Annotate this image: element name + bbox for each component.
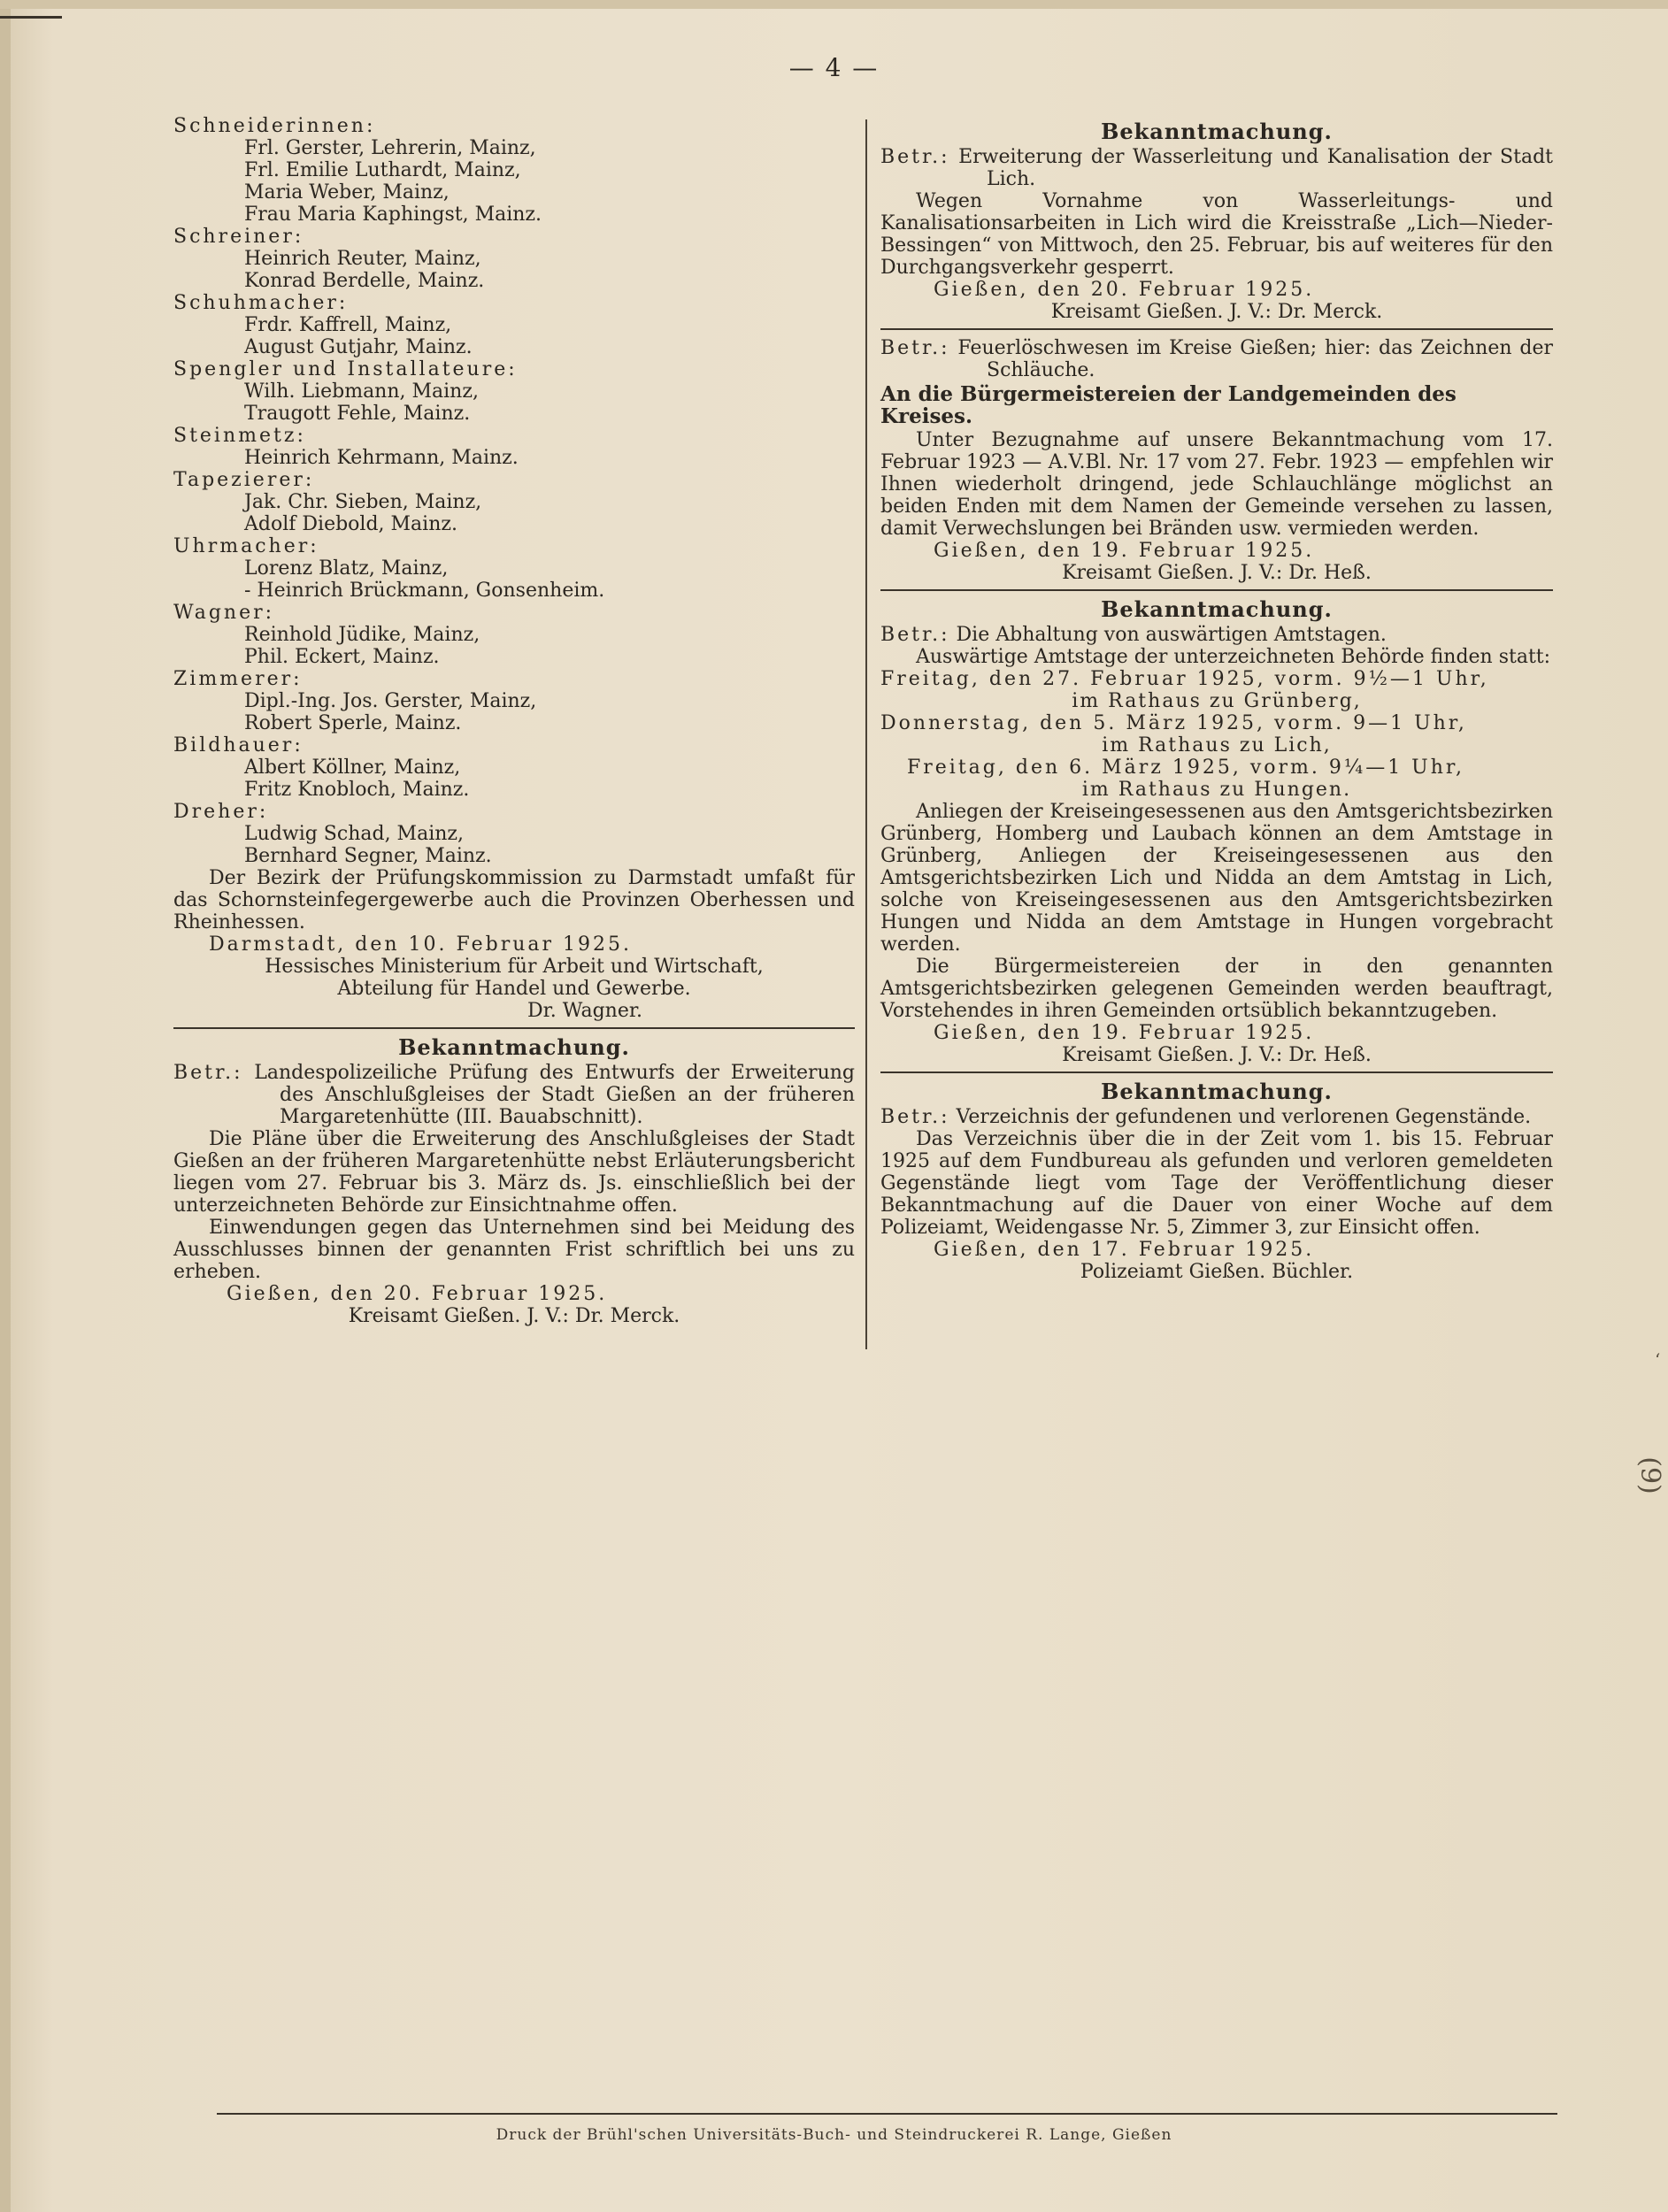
place-date: Darmstadt, den 10. Februar 1925. bbox=[209, 933, 632, 956]
trade-group bbox=[173, 115, 855, 226]
master-name: Fritz Knobloch, Mainz. bbox=[244, 779, 470, 801]
trade-label: Uhrmacher: bbox=[173, 535, 319, 557]
master-name: Wilh. Liebmann, Mainz, bbox=[244, 380, 479, 403]
amtstag-entry bbox=[880, 668, 1553, 712]
notice-heading: Bekanntmachung. bbox=[398, 1034, 630, 1060]
master-name: Albert Köllner, Mainz, bbox=[244, 757, 461, 779]
signature: Polizeiamt Gießen. Büchler. bbox=[1080, 1261, 1354, 1283]
betr-label: Betr.: bbox=[880, 624, 950, 646]
trade-group bbox=[173, 358, 855, 425]
betr-label: Betr.: bbox=[173, 1062, 243, 1084]
trade-group bbox=[173, 602, 855, 668]
notice-fundbureau bbox=[880, 1080, 1553, 1283]
amtstag-date: Freitag, den 27. Februar 1925, vorm. 9½—1 Uhr, bbox=[880, 668, 1489, 690]
district-note: Der Bezirk der Prüfungskommission zu Darmstadt umfaßt für das Schornsteinfegergewerbe auch die Provinzen Oberhessen und Rheinhessen. bbox=[173, 867, 855, 933]
master-name: Lorenz Blatz, Mainz, bbox=[244, 557, 449, 580]
amtstag-place: im Rathaus zu Lich, bbox=[1102, 734, 1332, 757]
trade-group bbox=[173, 425, 855, 469]
notice-paragraph: Die Pläne über die Erweiterung des Anschlußgleises der Stadt Gießen an der früheren Margaretenhütte nebst Erläuterungsbericht liegen vom 27. Februar bis 3. März ds. Js. einschließlich bei der unterzeichneten Behörde zur Einsichtnahme offen. bbox=[173, 1128, 855, 1217]
section-divider bbox=[173, 1027, 855, 1029]
betr-label: Betr.: bbox=[880, 146, 950, 168]
signature: Dr. Wagner. bbox=[527, 1000, 642, 1022]
master-name: Heinrich Kehrmann, Mainz. bbox=[244, 447, 519, 469]
master-name: Traugott Fehle, Mainz. bbox=[244, 403, 471, 425]
place-date: Gießen, den 19. Februar 1925. bbox=[934, 1022, 1315, 1044]
notice-paragraph: Wegen Vornahme von Wasserleitungs- und Kanalisationsarbeiten in Lich wird die Kreisstraße „Lich—Nieder-Bessingen“ von Mittwoch, den 25. Februar, bis auf weiteres für den Durchgangsverkehr gesperrt. bbox=[880, 190, 1553, 279]
trade-list bbox=[173, 115, 855, 867]
trade-group bbox=[173, 469, 855, 535]
amtstag-entry bbox=[880, 712, 1553, 757]
notice-heading: Bekanntmachung. bbox=[1101, 596, 1333, 622]
master-name: - Heinrich Brückmann, Gonsenheim. bbox=[244, 580, 605, 602]
master-name: Heinrich Reuter, Mainz, bbox=[244, 248, 481, 270]
master-name: Reinhold Jüdike, Mainz, bbox=[244, 624, 480, 646]
notice-wasserleitung bbox=[880, 120, 1553, 323]
page-number: — 4 — bbox=[788, 53, 880, 82]
footer-rule bbox=[217, 2113, 1557, 2115]
place-date: Gießen, den 20. Februar 1925. bbox=[227, 1283, 608, 1305]
notice-feuerloeschwesen bbox=[880, 337, 1553, 584]
trade-label: Tapezierer: bbox=[173, 469, 315, 491]
master-name: Ludwig Schad, Mainz, bbox=[244, 823, 464, 845]
trade-label: Schneiderinnen: bbox=[173, 115, 376, 137]
left-column bbox=[173, 115, 855, 1327]
betr-subject: Die Abhaltung von auswärtigen Amtstagen. bbox=[956, 624, 1387, 646]
trade-label: Schreiner: bbox=[173, 226, 304, 248]
notice-paragraph: Das Verzeichnis über die in der Zeit vom 1. bis 15. Februar 1925 auf dem Fundbureau als gefunden und verloren gemeldeten Gegenstände liegt vom Tage der Veröffentlichung dieser Bekanntmachung auf die Dauer von einer Woche auf dem Polizeiamt, Weidengasse Nr. 5, Zimmer 3, zur Einsicht offen. bbox=[880, 1128, 1553, 1239]
betr-label: Betr.: bbox=[880, 337, 950, 359]
place-date: Gießen, den 19. Februar 1925. bbox=[934, 540, 1315, 562]
notice-heading: Bekanntmachung. bbox=[1101, 1079, 1333, 1104]
section-divider bbox=[880, 328, 1553, 330]
notice-paragraph: Anliegen der Kreiseingesessenen aus den Amtsgerichtsbezirken Grünberg, Homberg und Laubach können an dem Amtstage in Grünberg, Anliegen der Kreiseingesessenen aus den Amtsgerichtsbezirken Lich und Nidda an dem Amtstag in Lich, solche von Kreiseingesessenen aus den Amtsgerichtsbezirken Hungen und Nidda an dem Amtstage in Hungen vorgebracht werden. bbox=[880, 801, 1553, 956]
signature: Kreisamt Gießen. J. V.: Dr. Heß. bbox=[1062, 562, 1372, 584]
place-date: Gießen, den 20. Februar 1925. bbox=[934, 279, 1315, 301]
master-name: Frl. Emilie Luthardt, Mainz, bbox=[244, 159, 521, 181]
trade-label: Bildhauer: bbox=[173, 734, 304, 757]
section-divider bbox=[880, 1071, 1553, 1073]
place-date: Gießen, den 17. Februar 1925. bbox=[934, 1239, 1315, 1261]
betr-label: Betr.: bbox=[880, 1106, 950, 1128]
master-name: Robert Sperle, Mainz. bbox=[244, 712, 462, 734]
authority-line: Abteilung für Handel und Gewerbe. bbox=[337, 978, 691, 1000]
master-name: Phil. Eckert, Mainz. bbox=[244, 646, 440, 668]
trade-label: Steinmetz: bbox=[173, 425, 306, 447]
trade-label: Dreher: bbox=[173, 801, 269, 823]
trade-label: Spengler und Installateure: bbox=[173, 358, 518, 380]
right-column bbox=[880, 115, 1553, 1283]
notice-subheading: An die Bürgermeistereien der Landgemeinden des Kreises. bbox=[880, 382, 1457, 428]
trade-group bbox=[173, 226, 855, 292]
notice-intro: Auswärtige Amtstage der unterzeichneten Behörde finden statt: bbox=[916, 646, 1551, 668]
trade-label: Schuhmacher: bbox=[173, 292, 349, 314]
master-name: Bernhard Segner, Mainz. bbox=[244, 845, 492, 867]
trade-group bbox=[173, 801, 855, 867]
trade-group bbox=[173, 734, 855, 801]
notice-paragraph: Die Bürgermeistereien der in den genannten Amtsgerichtsbezirken gelegenen Gemeinden werden beauftragt, Vorstehendes in ihren Gemeinden ortsüblich bekanntzugeben. bbox=[880, 956, 1553, 1022]
notice-paragraph: Einwendungen gegen das Unternehmen sind bei Meidung des Ausschlusses binnen der genannten Frist schriftlich bei uns zu erheben. bbox=[173, 1217, 855, 1283]
amtstag-place: im Rathaus zu Hungen. bbox=[1081, 779, 1352, 801]
trade-label: Zimmerer: bbox=[173, 668, 303, 690]
notice-heading: Bekanntmachung. bbox=[1101, 119, 1333, 144]
notice-anschlussgleis bbox=[173, 1036, 855, 1327]
master-name: Maria Weber, Mainz, bbox=[244, 181, 450, 204]
margin-mark: (9) bbox=[1633, 1456, 1665, 1494]
section-divider bbox=[880, 589, 1553, 591]
corner-mark bbox=[0, 16, 62, 19]
notice-amtstage bbox=[880, 598, 1553, 1066]
signature: Kreisamt Gießen. J. V.: Dr. Merck. bbox=[1050, 301, 1383, 323]
master-name: Konrad Berdelle, Mainz. bbox=[244, 270, 485, 292]
amtstag-entry bbox=[880, 757, 1553, 801]
master-name: Frl. Gerster, Lehrerin, Mainz, bbox=[244, 137, 536, 159]
paper-edge-left bbox=[0, 0, 11, 2212]
signature: Kreisamt Gießen. J. V.: Dr. Merck. bbox=[348, 1305, 680, 1327]
amtstag-date: Donnerstag, den 5. März 1925, vorm. 9—1 Uhr, bbox=[880, 712, 1467, 734]
betr-subject: Verzeichnis der gefundenen und verlorenen Gegenstände. bbox=[956, 1106, 1532, 1128]
trade-group bbox=[173, 535, 855, 602]
trade-group bbox=[173, 292, 855, 358]
betr-subject: Landespolizeiliche Prüfung des Entwurfs der Erweiterung des Anschlußgleises der Stadt Gießen an der früheren Margaretenhütte (III. Bauabschnitt). bbox=[254, 1062, 855, 1128]
master-name: Frau Maria Kaphingst, Mainz. bbox=[244, 204, 542, 226]
signature: Kreisamt Gießen. J. V.: Dr. Heß. bbox=[1062, 1044, 1372, 1066]
master-name: Jak. Chr. Sieben, Mainz, bbox=[244, 491, 482, 513]
master-name: August Gutjahr, Mainz. bbox=[244, 336, 473, 358]
margin-mark: ʻ bbox=[1655, 1349, 1661, 1371]
paper-edge-top bbox=[0, 0, 1668, 9]
printer-imprint: Druck der Brühl'schen Universitäts-Buch- und Steindruckerei R. Lange, Gießen bbox=[496, 2126, 1172, 2144]
master-name: Dipl.-Ing. Jos. Gerster, Mainz, bbox=[244, 690, 537, 712]
amtstag-date: Freitag, den 6. März 1925, vorm. 9¼—1 Uhr, bbox=[907, 757, 1464, 779]
master-name: Adolf Diebold, Mainz. bbox=[244, 513, 457, 535]
betr-subject: Erweiterung der Wasserleitung und Kanalisation der Stadt Lich. bbox=[958, 146, 1553, 190]
trade-group bbox=[173, 668, 855, 734]
authority-line: Hessisches Ministerium für Arbeit und Wirtschaft, bbox=[265, 956, 764, 978]
column-divider bbox=[865, 119, 867, 1349]
master-name: Frdr. Kaffrell, Mainz, bbox=[244, 314, 452, 336]
amtstag-place: im Rathaus zu Grünberg, bbox=[1072, 690, 1362, 712]
betr-subject: Feuerlöschwesen im Kreise Gießen; hier: das Zeichnen der Schläuche. bbox=[957, 337, 1553, 381]
notice-paragraph: Unter Bezugnahme auf unsere Bekanntmachung vom 17. Februar 1923 — A.V.Bl. Nr. 17 vom 27. Febr. 1923 — empfehlen wir Ihnen wiederholt dringend, jede Schlauchlänge möglichst an beiden Enden mit dem Namen der Gemeinde versehen zu lassen, damit Verwechslungen bei Bränden usw. vermieden werden. bbox=[880, 429, 1553, 540]
trade-label: Wagner: bbox=[173, 602, 275, 624]
